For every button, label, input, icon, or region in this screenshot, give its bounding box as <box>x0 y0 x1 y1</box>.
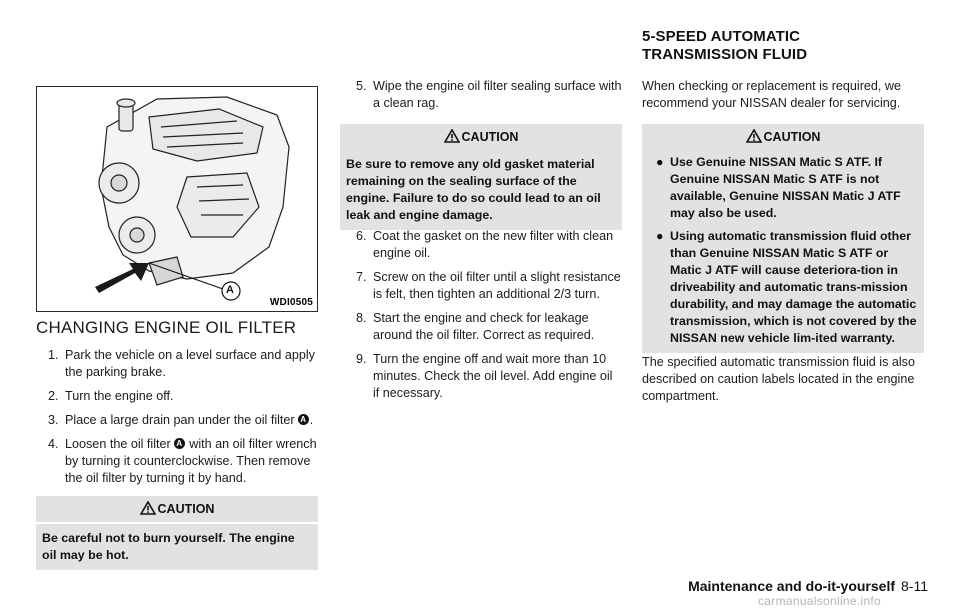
caution-label: CAUTION <box>157 502 215 516</box>
step-text-before: Place a large drain pan under the oil filter <box>65 413 295 427</box>
caution-1-body: Be careful not to burn yourself. The engine oil may be hot. <box>36 524 318 570</box>
step-text: Turn the engine off and wait more than 10 minutes. Check the oil level. Add engine oil if necessary. <box>373 352 613 400</box>
page-footer <box>626 578 928 594</box>
figure-callout-a: A <box>226 284 234 296</box>
step-number: 9. <box>356 352 367 366</box>
engine-figure <box>36 86 318 312</box>
caution-3-body <box>642 150 924 353</box>
section-heading: CHANGING ENGINE OIL FILTER <box>36 318 297 337</box>
step-number: 4. <box>48 437 59 451</box>
step-4 <box>48 436 318 487</box>
warning-triangle-icon <box>140 501 156 515</box>
outro-paragraph: The specified automatic transmission fluid is also described on caution labels located in the engine compartment. <box>642 355 915 403</box>
chapter-heading-line1: 5-SPEED AUTOMATIC <box>642 28 801 45</box>
step-number: 3. <box>48 413 59 427</box>
step-number: 1. <box>48 348 59 362</box>
step-text <box>48 436 318 487</box>
step-number: 6. <box>356 229 367 243</box>
caution-3-item-1 <box>648 154 918 222</box>
step-text: Park the vehicle on a level surface and apply the parking brake. <box>65 348 315 379</box>
caution-3-header <box>642 124 924 150</box>
step-6 <box>356 228 622 262</box>
step-5 <box>356 78 622 112</box>
filter-arrow <box>95 263 149 293</box>
bullet-icon: ● <box>656 229 664 243</box>
callout-a-marker: A <box>298 414 309 425</box>
step-number: 7. <box>356 270 367 284</box>
caution-label: CAUTION <box>461 130 519 144</box>
step-text <box>48 412 318 429</box>
footer-section: Maintenance and do-it-yourself <box>688 578 896 594</box>
caution-1-header <box>36 496 318 522</box>
intro-paragraph: When checking or replacement is required, we recommend your NISSAN dealer for servicing. <box>642 79 901 110</box>
caution-label: CAUTION <box>763 130 821 144</box>
step-text: Start the engine and check for leakage around the oil filter. Correct as required. <box>373 311 595 342</box>
figure-code: WDI0505 <box>269 297 313 308</box>
step-3 <box>48 412 318 429</box>
step-number: 8. <box>356 311 367 325</box>
step-7 <box>356 269 622 303</box>
caution-item-text: Using automatic transmission fluid other than Genuine NISSAN Matic S ATF or Matic J ATF will cause deteriora-tion in driveability and automatic trans-mission durability, and may damage the automatic transmission, which is not covered by the NISSAN new vehicle lim-ited warranty. <box>670 229 917 345</box>
step-number: 5. <box>356 79 367 93</box>
step-number: 2. <box>48 389 59 403</box>
step-text-after: . <box>309 413 314 427</box>
step-text: Turn the engine off. <box>65 389 174 403</box>
step-text: Coat the gasket on the new filter with clean engine oil. <box>373 229 614 260</box>
caution-2-header <box>340 124 622 150</box>
engine-illustration <box>37 87 318 312</box>
page-number: 8-11 <box>901 578 928 594</box>
step-text-before: Loosen the oil filter <box>65 437 171 451</box>
step-text: Screw on the oil filter until a slight resistance is felt, then tighten an additional 2/3 turn. <box>373 270 621 301</box>
step-text-after: with an oil filter wrench by turning it counterclockwise. Then remove the oil filter by turning it by hand. <box>65 437 317 485</box>
chapter-heading-line2: TRANSMISSION FLUID <box>642 46 808 63</box>
chapter-heading <box>642 28 942 64</box>
step-9 <box>356 351 622 402</box>
caution-item-text: Use Genuine NISSAN Matic S ATF. If Genuine NISSAN Matic S ATF is not available, Genuine NISSAN Matic J ATF may also be used. <box>670 155 901 220</box>
step-1 <box>48 347 318 381</box>
callout-a-marker: A <box>174 438 185 449</box>
warning-triangle-icon <box>444 129 460 143</box>
caution-3-item-2 <box>648 228 918 347</box>
watermark: carmanualsonline.info <box>758 594 882 608</box>
step-8 <box>356 310 622 344</box>
bullet-icon: ● <box>656 155 664 169</box>
warning-triangle-icon <box>746 129 762 143</box>
step-text: Wipe the engine oil filter sealing surface with a clean rag. <box>373 79 622 110</box>
caution-2-body: Be sure to remove any old gasket material remaining on the sealing surface of the engine. Failure to do so could lead to an oil leak and engine damage. <box>340 150 622 230</box>
step-2 <box>48 388 318 405</box>
